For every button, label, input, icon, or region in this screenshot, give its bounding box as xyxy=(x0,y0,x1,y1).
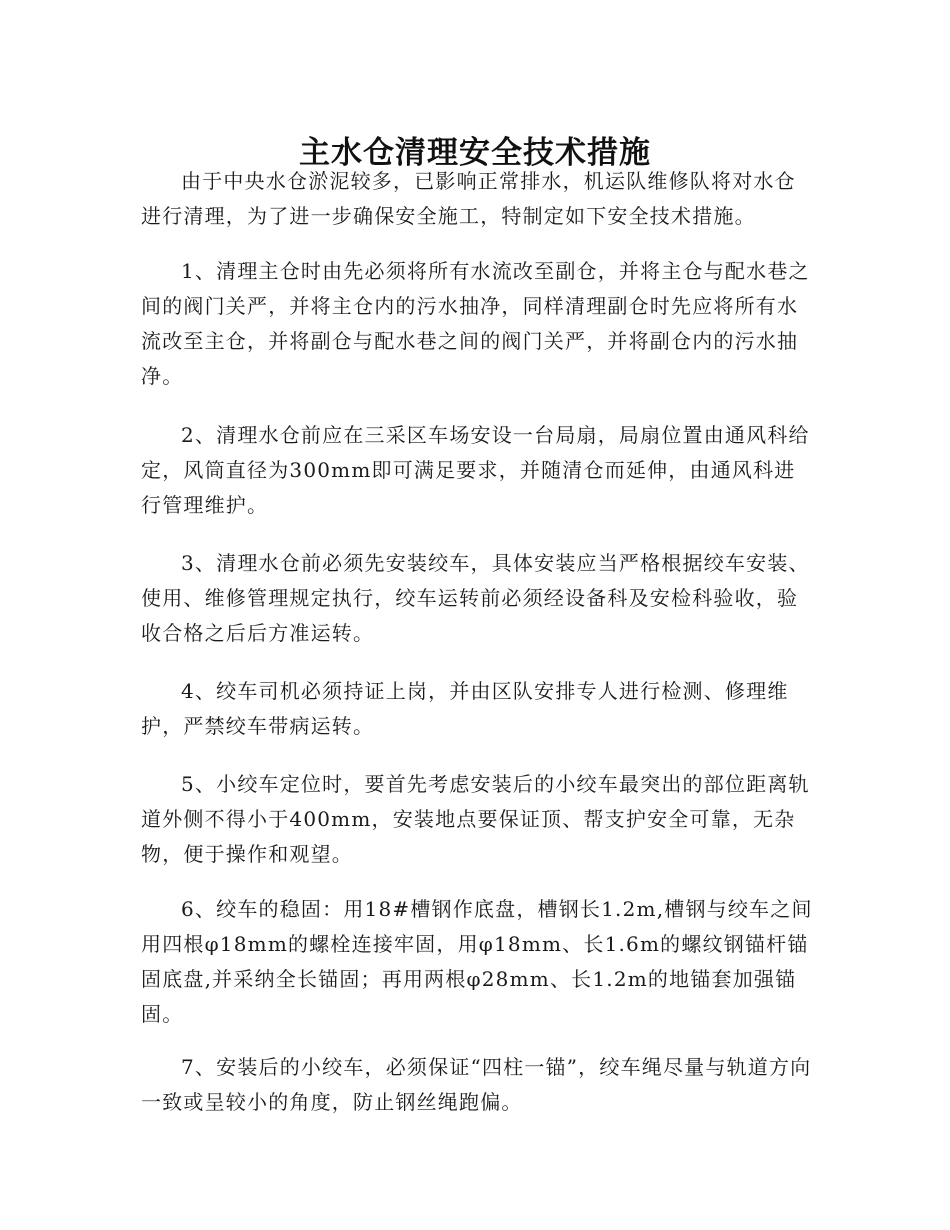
measure-paragraph-4: 4、绞车司机必须持证上岗，并由区队安排专人进行检测、修理维护，严禁绞车带病运转。 xyxy=(141,679,789,738)
document-title: 主水仓清理安全技术措施 xyxy=(299,134,651,171)
intro-paragraph: 由于中央水仓淤泥较多，已影响正常排水，机运队维修队将对水仓进行清理，为了进一步确保安全施工，特制定如下安全技术措施。 xyxy=(141,169,796,228)
measure-paragraph-3: 3、清理水仓前必须先安装绞车，具体安装应当严格根据绞车安装、使用、维修管理规定执行，绞车运转前必须经设备科及安检科验收，验收合格之后后方准运转。 xyxy=(141,551,810,645)
measure-paragraph-6: 6、绞车的稳固：用18#槽钢作底盘，槽钢长1.2m,槽钢与绞车之间用四根φ18mm的螺栓连接牢固，用φ18mm、长1.6m的螺纹钢锚杆锚固底盘,并采纳全长锚固；再用两根φ28mm、长1.2m的地锚套加强锚固。 xyxy=(141,897,813,1026)
measure-paragraph-1: 1、清理主仓时由先必须将所有水流改至副仓，并将主仓与配水巷之间的阀门关严，并将主仓内的污水抽净，同样清理副仓时先应将所有水流改至主仓，并将副仓与配水巷之间的阀门关严，并将副仓内的污水抽净。 xyxy=(141,259,810,388)
measure-paragraph-2: 2、清理水仓前应在三采区车场安设一台局扇，局扇位置由通风科给定，风筒直径为300mm即可满足要求，并随清仓而延伸，由通风科进行管理维护。 xyxy=(141,423,810,517)
measure-paragraph-5: 5、小绞车定位时，要首先考虑安装后的小绞车最突出的部位距离轨道外侧不得小于400mm，安装地点要保证顶、帮支护安全可靠，无杂物，便于操作和观望。 xyxy=(141,772,810,866)
measure-paragraph-7: 7、安装后的小绞车，必须保证“四柱一锚”，绞车绳尽量与轨道方向一致或呈较小的角度，防止钢丝绳跑偏。 xyxy=(141,1055,812,1114)
